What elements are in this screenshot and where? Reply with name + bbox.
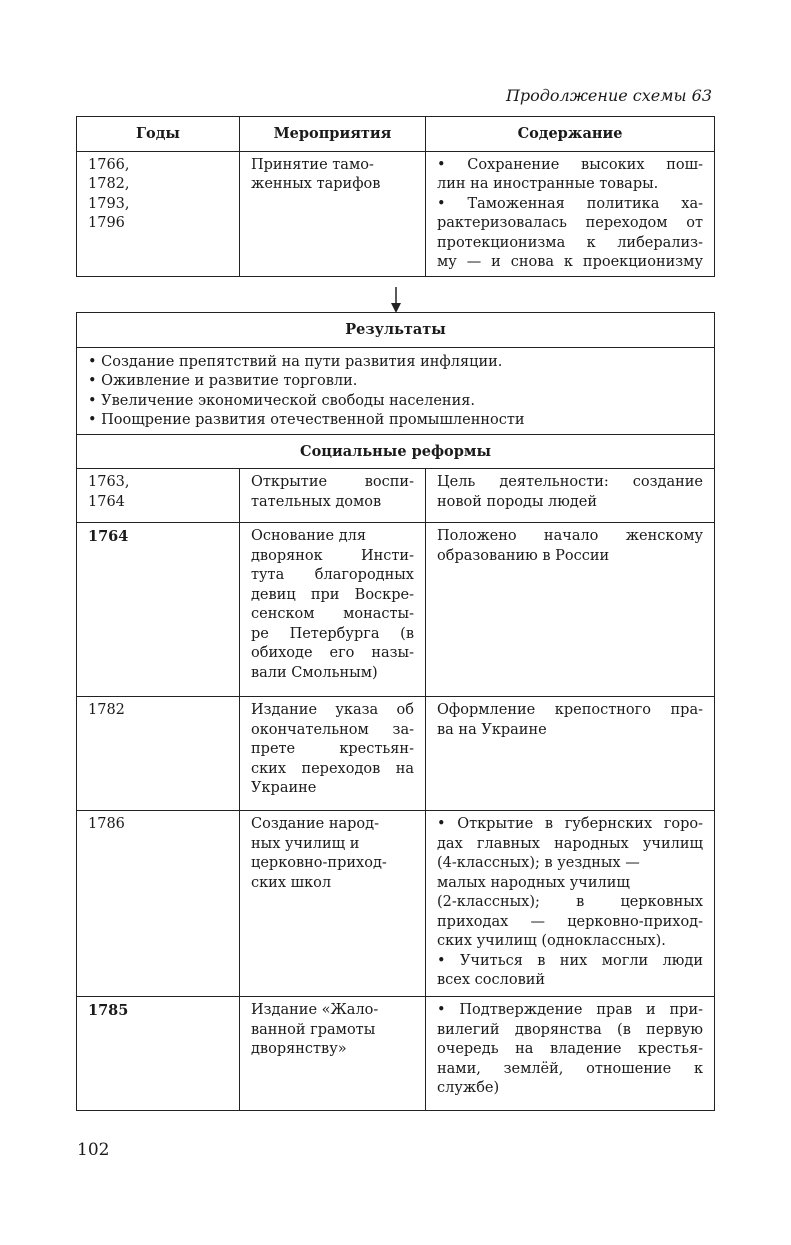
content-line: новой породы людей: [437, 493, 598, 510]
customs-table-header-row: [77, 117, 715, 152]
content-cell: [426, 997, 715, 1111]
table-row: [77, 523, 715, 697]
list-item: • Поощрение развития отечественной промышленности: [88, 412, 525, 428]
content-cell: [426, 151, 715, 276]
event-line: Основание для: [251, 528, 367, 544]
content-line: • Таможенная политика ха-: [437, 195, 703, 212]
customs-table: [76, 116, 715, 277]
event-line: церковно-приход-: [251, 855, 387, 871]
list-item: • Увеличение экономической свободы населения.: [88, 392, 475, 409]
years-cell: [77, 997, 240, 1111]
content-line: дах главных народных училищ: [437, 835, 704, 852]
content-line: Цель деятельности: создание: [437, 474, 704, 490]
content-line: • Учиться в них могли люди: [437, 952, 704, 969]
event-line: тута благородных: [251, 567, 414, 583]
results-title-row: [77, 313, 715, 348]
content-line: му — и снова к проекционизму: [437, 254, 703, 270]
content-line: • Сохранение высоких пош-: [437, 156, 703, 173]
year-line: 1766,: [88, 156, 130, 173]
event-line: Украине: [251, 780, 317, 796]
col-header-events: Мероприятия: [240, 117, 426, 152]
col-header-years: Годы: [77, 117, 240, 152]
event-line: Издание «Жало-: [251, 1002, 379, 1018]
content-cell: [426, 697, 715, 811]
list-item: • Создание препятствий на пути развития инфляции.: [88, 353, 503, 370]
content-cell: [426, 469, 715, 523]
page-number: 102: [77, 1140, 110, 1160]
event-line: ских школ: [251, 874, 332, 891]
table-row: [77, 469, 715, 523]
event-line: обиходе его назы-: [251, 645, 414, 661]
event-line: вали Смольным): [251, 664, 378, 681]
years-cell: [77, 151, 240, 276]
content-line: приходах — церковно-приход-: [437, 913, 704, 930]
event-line: девиц при Воскре-: [251, 586, 414, 603]
event-line: дворянок Инсти-: [251, 547, 414, 564]
content-line: протекционизма к либерализ-: [437, 234, 703, 251]
event-cell: [240, 151, 426, 276]
years-cell: [77, 523, 240, 697]
content-line: вилегий дворянства (в первую: [437, 1021, 704, 1038]
social-reforms-title-row: [77, 434, 715, 469]
event-line: дворянству»: [251, 1041, 347, 1057]
year-line: 1785: [88, 1002, 129, 1019]
event-cell: [240, 811, 426, 997]
years-cell: [77, 811, 240, 997]
content-line: службе): [437, 1080, 500, 1096]
content-cell: [426, 523, 715, 697]
year-line: 1763,: [88, 474, 130, 490]
event-cell: [240, 997, 426, 1111]
content-cell: [426, 811, 715, 997]
event-line: Открытие воспи-: [251, 474, 414, 490]
event-line: Принятие тамо-: [251, 156, 374, 173]
results-title: Результаты: [77, 313, 715, 348]
content-line: малых народных училищ: [437, 874, 630, 891]
event-line: прете крестьян-: [251, 741, 414, 757]
event-line: ре Петербурга (в: [251, 625, 414, 642]
year-line: 1782: [88, 702, 125, 718]
table-row: [77, 997, 715, 1111]
content-line: ских училищ (одноклассных).: [437, 933, 666, 949]
content-line: всех сословий: [437, 972, 546, 988]
year-line: 1764: [88, 528, 129, 545]
year-line: 1782,: [88, 176, 130, 192]
results-list-row: [77, 347, 715, 434]
table-row: [77, 151, 715, 276]
content-line: лин на иностранные товары.: [437, 176, 659, 192]
event-cell: [240, 697, 426, 811]
year-line: 1786: [88, 816, 125, 832]
event-cell: [240, 523, 426, 697]
content-line: ва на Украине: [437, 721, 547, 738]
table-row: [77, 811, 715, 997]
event-line: Создание народ-: [251, 816, 379, 832]
years-cell: [77, 469, 240, 523]
event-cell: [240, 469, 426, 523]
schema-continuation-header: Продолжение схемы 63: [505, 86, 712, 105]
results-and-reforms-table: [76, 312, 715, 1111]
event-line: ских переходов на: [251, 760, 414, 777]
content-line: (2-классных); в церковных: [437, 894, 704, 910]
down-arrow-icon: [389, 287, 403, 313]
event-line: окончательном за-: [251, 721, 414, 738]
event-line: женных тарифов: [251, 176, 381, 192]
social-reforms-title: Социальные реформы: [77, 434, 715, 469]
event-line: тательных домов: [251, 493, 382, 510]
event-line: Издание указа об: [251, 702, 414, 718]
col-header-content: Содержание: [426, 117, 715, 152]
table-row: [77, 697, 715, 811]
content-line: рактеризовалась переходом от: [437, 215, 703, 231]
list-item: • Оживление и развитие торговли.: [88, 373, 358, 389]
content-line: нами, землёй, отношение к: [437, 1060, 704, 1077]
year-line: 1793,: [88, 195, 130, 212]
event-line: ванной грамоты: [251, 1021, 376, 1038]
content-line: Положено начало женскому: [437, 528, 704, 544]
content-line: • Подтверждение прав и при-: [437, 1002, 704, 1018]
content-line: • Открытие в губернских горо-: [437, 816, 704, 832]
year-line: 1796: [88, 215, 125, 231]
content-line: Оформление крепостного пра-: [437, 702, 704, 718]
year-line: 1764: [88, 493, 125, 510]
content-line: (4-классных); в уездных —: [437, 855, 640, 871]
content-line: очередь на владение крестья-: [437, 1041, 704, 1057]
content-line: образованию в России: [437, 547, 610, 564]
event-line: сенском монасты-: [251, 606, 414, 622]
years-cell: [77, 697, 240, 811]
results-list: [77, 347, 715, 434]
event-line: ных училищ и: [251, 835, 360, 852]
